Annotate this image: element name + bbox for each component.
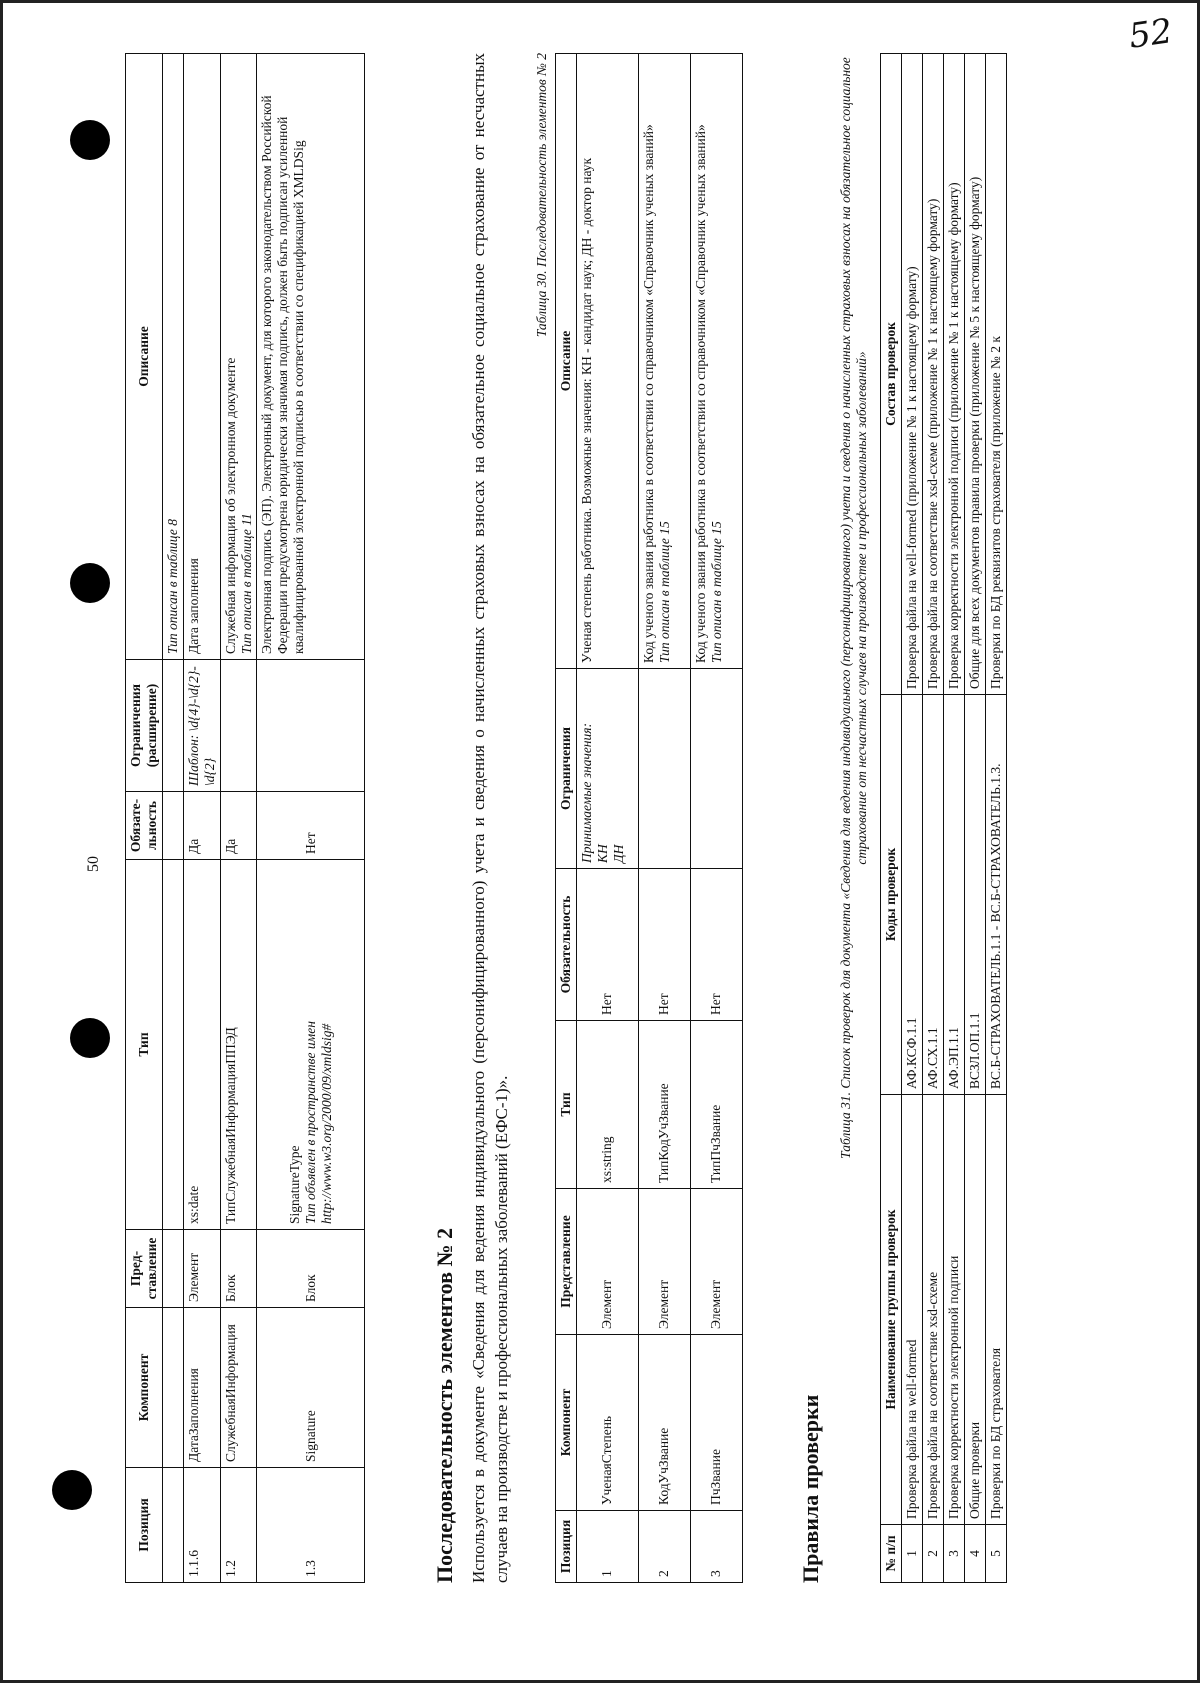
type-note: Тип описан в таблице 8 xyxy=(162,54,183,660)
cell-position: 1.3 xyxy=(257,1468,365,1583)
cell-component: ПчЗвание xyxy=(690,1335,742,1511)
cell-position: 2 xyxy=(638,1511,690,1583)
cell-representation: Элемент xyxy=(183,1230,220,1308)
cell-restriction xyxy=(638,669,690,869)
cell-composition: Проверка файла на well-formed (приложение № 1 к настоящему формату) xyxy=(901,54,922,695)
section-title-validation-rules: Правила проверки xyxy=(798,1394,823,1583)
description-text: Код ученого звания работника в соответствии со справочником «Справочник ученых званий» xyxy=(692,124,708,663)
cell-description: Ученая степень работника. Возможные значения: КН - кандидат наук; ДН - доктор наук xyxy=(576,54,638,669)
table-row xyxy=(183,54,220,1583)
cell-number: 3 xyxy=(943,1525,964,1583)
table-row xyxy=(690,54,742,1583)
cell-codes: ВС.Б-СТРАХОВАТЕЛЬ.1.1 - ВС.Б-СТРАХОВАТЕЛЬ.1.3. xyxy=(985,695,1006,1095)
description-note: Тип описан в таблице 15 xyxy=(708,521,724,663)
column-header: Обязате- льность xyxy=(126,792,163,860)
cell-component: ДатаЗаполнения xyxy=(183,1308,220,1468)
cell-position: 1.2 xyxy=(220,1468,257,1583)
cell-number: 4 xyxy=(964,1525,985,1583)
cell-required: Нет xyxy=(690,869,742,1021)
page-number: 50 xyxy=(85,856,102,872)
column-header: Наименование группы проверок xyxy=(881,1095,902,1525)
cell-codes: АФ.СХ.1.1 xyxy=(922,695,943,1095)
column-header: Обязательность xyxy=(556,869,577,1021)
cell-type xyxy=(257,860,365,1230)
section-paragraph: Используется в документе «Сведения для ведения индивидуального (персонифицированного) учета и сведения о начисленных страховых взносах на обязательное социальное страхование от несчастных случаев на производстве и профессиональных заболеваний (ЕФС-1)». xyxy=(469,53,511,1583)
cell-composition: Проверка корректности электронной подписи (приложение № 1 к настоящему формату) xyxy=(943,54,964,695)
section-title-sequence-2: Последовательность элементов № 2 xyxy=(432,1227,457,1583)
cell-representation: Элемент xyxy=(576,1189,638,1335)
cell-description: Дата заполнения xyxy=(183,54,220,660)
cell-number: 2 xyxy=(922,1525,943,1583)
table-caption: Таблица 31. Список проверок для документа «Сведения для ведения индивидуального (персонифицированного) учета и сведения о начисленных страховых взносах на обязательное социальное страхование от несчастных случаев на производстве и профессиональных заболеваний» xyxy=(838,57,869,1159)
type-name: SignatureType xyxy=(287,1145,303,1224)
cell-type: ТипСлужебнаяИнформацияППЭД xyxy=(220,860,257,1230)
table-row xyxy=(220,54,257,1583)
cell-required: Нет xyxy=(638,869,690,1021)
cell-representation: Элемент xyxy=(690,1189,742,1335)
cell-codes: АФ.ЭП.1.1 xyxy=(943,695,964,1095)
cell-group-name: Проверка файла на соответствие xsd-схеме xyxy=(922,1095,943,1525)
column-header: Позиция xyxy=(556,1511,577,1583)
cell-composition: Общие для всех документов правила проверки (приложение № 5 к настоящему формату) xyxy=(964,54,985,695)
sequence-2-table xyxy=(555,53,743,1583)
table-row xyxy=(985,54,1006,1583)
column-header: Ограничения (расширение) xyxy=(126,660,163,792)
column-header: Компонент xyxy=(126,1308,163,1468)
table-header-row xyxy=(556,54,577,1583)
cell-number: 5 xyxy=(985,1525,1006,1583)
cell-component: СлужебнаяИнформация xyxy=(220,1308,257,1468)
cell-group-name: Проверки по БД страхователя xyxy=(985,1095,1006,1525)
cell-restriction xyxy=(220,660,257,792)
cell-group-name: Проверка файла на well-formed xyxy=(901,1095,922,1525)
cell-restriction: Шаблон: \d{4}-\d{2}-\d{2} xyxy=(183,660,220,792)
cell-description xyxy=(638,54,690,669)
table-row xyxy=(943,54,964,1583)
description-text: Служебная информация об электронном документе xyxy=(222,357,238,654)
cell-position: 1.1.6 xyxy=(183,1468,220,1583)
restriction-title: Принимаемые значения: xyxy=(578,722,594,863)
cell-required: Да xyxy=(220,792,257,860)
cell-codes: АФ.КСФ.1.1 xyxy=(901,695,922,1095)
cell-type: xs:string xyxy=(576,1021,638,1189)
cell-component: Signature xyxy=(257,1308,365,1468)
column-header: Описание xyxy=(126,54,163,660)
column-header: Позиция xyxy=(126,1468,163,1583)
restriction-value: ДН xyxy=(610,844,626,863)
column-header: Описание xyxy=(556,54,577,669)
column-header: № п/п xyxy=(881,1525,902,1583)
cell-required: Нет xyxy=(257,792,365,860)
cell-codes: ВСЗЛ.ОП.1.1 xyxy=(964,695,985,1095)
restriction-value: КН xyxy=(594,844,610,863)
column-header: Тип xyxy=(556,1021,577,1189)
description-note: Тип описан в таблице 15 xyxy=(656,521,672,663)
cell-composition: Проверки по БД реквизитов страхователя (приложение № 2 к xyxy=(985,54,1006,695)
cell-representation: Элемент xyxy=(638,1189,690,1335)
column-header: Тип xyxy=(126,860,163,1230)
cell-required: Нет xyxy=(576,869,638,1021)
table-caption: Таблица 30. Последовательность элементов № 2 xyxy=(534,53,549,338)
table-header-row xyxy=(126,54,163,1583)
table-header-row xyxy=(881,54,902,1583)
cell-type: xs:date xyxy=(183,860,220,1230)
cell-restriction xyxy=(576,669,638,869)
description-note: Тип описан в таблице 11 xyxy=(238,513,254,654)
column-header: Представление xyxy=(556,1189,577,1335)
table-row xyxy=(638,54,690,1583)
cell-number: 1 xyxy=(901,1525,922,1583)
type-namespace-note: Тип объявлен в пространстве имен http://www.w3.org/2000/09/xmldsig# xyxy=(302,1021,334,1224)
cell-representation: Блок xyxy=(220,1230,257,1308)
column-header: Состав проверок xyxy=(881,54,902,695)
cell-type: ТипКодУчЗвание xyxy=(638,1021,690,1189)
cell-restriction xyxy=(257,660,365,792)
cell-group-name: Общие проверки xyxy=(964,1095,985,1525)
column-header: Компонент xyxy=(556,1335,577,1511)
cell-restriction xyxy=(690,669,742,869)
description-text: Код ученого звания работника в соответствии со справочником «Справочник ученых званий» xyxy=(640,124,656,663)
cell-position: 3 xyxy=(690,1511,742,1583)
continuation-table xyxy=(125,53,365,1583)
column-header: Пред- ставление xyxy=(126,1230,163,1308)
cell-required: Да xyxy=(183,792,220,860)
table-row xyxy=(257,54,365,1583)
cell-component: УченаяСтепень xyxy=(576,1335,638,1511)
cell-composition: Проверка файла на соответствие xsd-схеме (приложение № 1 к настоящему формату) xyxy=(922,54,943,695)
table-row xyxy=(576,54,638,1583)
column-header: Коды проверок xyxy=(881,695,902,1095)
cell-type: ТипПчЗвание xyxy=(690,1021,742,1189)
cell-representation: Блок xyxy=(257,1230,365,1308)
table-row xyxy=(901,54,922,1583)
table-row xyxy=(964,54,985,1583)
cell-description xyxy=(220,54,257,660)
cell-position: 1 xyxy=(576,1511,638,1583)
cell-description: Электронная подпись (ЭП). Электронный документ, для которого законодательством Российской Федерации предусмотрена юридически значимая подпись, должен быть подписан усиленной квалифицированной электронной подписью в соответствии со спецификацией XMLDSig xyxy=(257,54,365,660)
column-header: Ограничения xyxy=(556,669,577,869)
handwritten-page-stamp: 52 xyxy=(1126,11,1175,57)
table-row xyxy=(162,54,183,1583)
cell-component: КодУчЗвание xyxy=(638,1335,690,1511)
cell-group-name: Проверка корректности электронной подписи xyxy=(943,1095,964,1525)
cell-description xyxy=(690,54,742,669)
validation-rules-table xyxy=(880,53,1007,1583)
table-row xyxy=(922,54,943,1583)
